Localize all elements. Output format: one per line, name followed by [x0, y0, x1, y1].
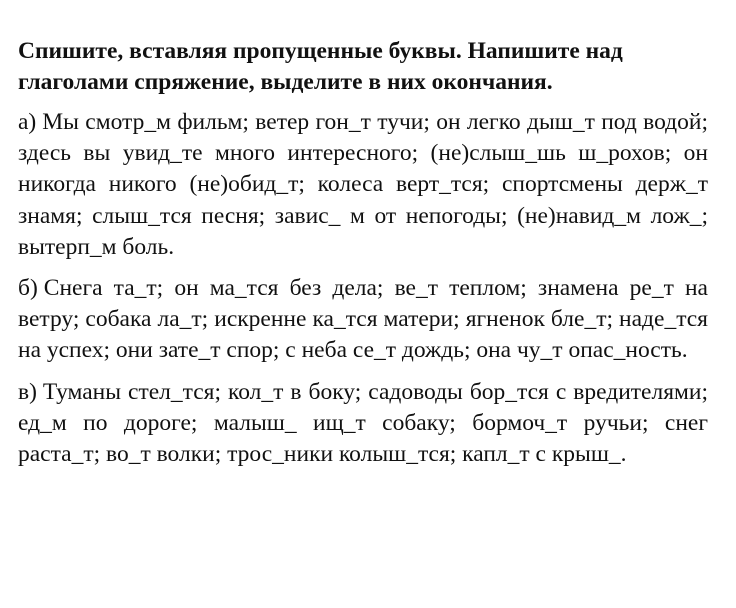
task-title: Спишите, вставляя пропущенные буквы. Напишите над глаголами спряжение, выделите в них окончания.: [18, 38, 623, 95]
exercise-c-text: Туманы стел_тся; кол_т в боку; садоводы бор_тся с вредителями; ед_м по дороге; малыш_ ищ_т собаку; бормоч_т ручьи; снег раста_т; во_т волки; трос_ники колыш_тся; капл_т с крыш_.: [18, 378, 708, 468]
exercise-a: [18, 107, 708, 263]
exercise-page: [18, 36, 708, 480]
exercise-b-text: Снега та_т; он ма_тся без дела; ве_т теплом; знамена ре_т на ветру; собака ла_т; искренне ка_тся матери; ягненок бле_т; наде_тся на успех; они зате_т спор; с неба се_т дождь; она чу_т опас_ность.: [18, 275, 708, 364]
exercise-b-marker: б): [18, 275, 38, 302]
exercise-a-marker: а): [18, 109, 37, 135]
exercise-a-text: Мы смотр_м фильм; ветер гон_т тучи; он легко дыш_т под водой; здесь вы увид_те много интересного; (не)слыш_шь ш_рохов; он никогда никого (не)обид_т; колеса верт_тся; спортсмены держ_т знамя; слыш_тся песня; завис_ м от непогоды; (не)навид_м лож_; вытерп_м боль.: [18, 109, 708, 260]
exercise-c-marker: в): [18, 378, 37, 405]
exercise-b: [18, 273, 708, 367]
exercise-c: [18, 377, 708, 471]
